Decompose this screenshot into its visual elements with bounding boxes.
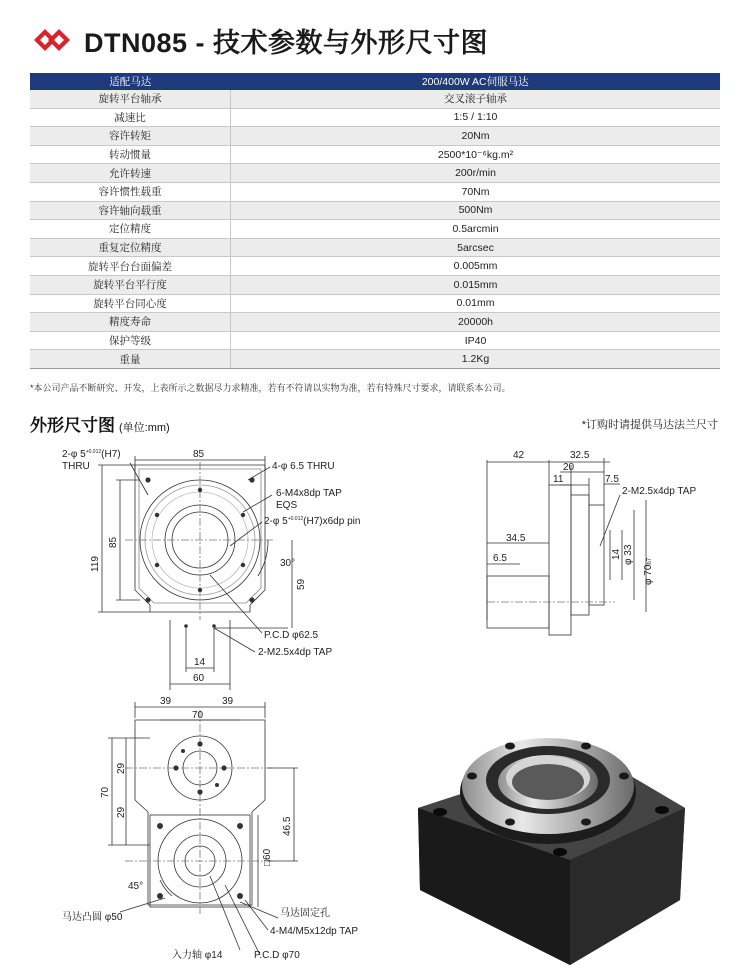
bottom-pcd-label: P.C.D φ70 [254,950,300,961]
spec-value: 70Nm [231,182,721,201]
spec-key: 转动惯量 [30,145,231,164]
bottom-angle-45: 45° [128,881,144,892]
front-pcd-label: P.C.D φ62.5 [264,630,319,641]
front-height-119: 119 [90,556,101,572]
spec-value: 1:5 / 1:10 [231,108,721,127]
side-dim-6-5: 6.5 [493,553,507,564]
product-photo [400,730,700,968]
spec-key: 精度寿命 [30,313,231,332]
section-title-text: 外形尺寸图 [30,416,115,435]
spec-key: 容许轴向载重 [30,201,231,220]
spec-key: 容许转矩 [30,127,231,146]
spec-key: 容许惯性载重 [30,182,231,201]
motor-tap-label: 4-M4/M5x12dp TAP [270,926,359,937]
unit-label: (单位:mm) [119,422,170,434]
spec-key: 允许转速 [30,164,231,183]
bottom-dim-39-right: 39 [222,696,234,707]
spec-value: 500Nm [231,201,721,220]
spec-value: 2500*10⁻⁶kg.m² [231,145,721,164]
side-dim-34-5: 34.5 [506,533,526,544]
front-height-59: 59 [296,578,307,590]
disclaimer-note: *本公司产品不断研究、开发，上表所示之数据尽力求精准，若有不符请以实物为准，若有特殊尺寸要求，请联系本公司。 [30,383,511,393]
side-dim-42: 42 [513,450,525,461]
bottom-dim-39-left: 39 [160,696,172,707]
bottom-vdim-70: 70 [100,786,111,798]
side-dim-7-5: 7.5 [605,474,619,485]
bottom-vdim-46-5: 46.5 [282,816,293,836]
side-dim-20: 20 [563,462,575,473]
motor-fix-label: 马达固定孔 [280,908,330,919]
front-thru-label: THRU [62,461,90,472]
spec-value: 0.5arcmin [231,220,721,239]
front-pin-a-label: 2-φ $5^{+0.012}(H7)$ [62,449,121,460]
front-tap6-label: 6-M4x8dp TAP [276,488,342,499]
order-note: *订购时请提供马达法兰尺寸 [581,419,718,431]
spec-key: 减速比 [30,108,231,127]
spec-key: 旋转平台平行度 [30,275,231,294]
bottom-square-60: □60 [262,848,273,866]
spec-key: 重量 [30,350,231,369]
spec-value: 交叉滚子轴承 [231,90,721,108]
front-height-85: 85 [108,536,119,548]
side-phi-70: φ 70h7 [643,557,654,585]
side-tap-label: 2-M2.5x4dp TAP [622,486,697,497]
front-eqs-label: EQS [276,500,298,511]
front-tap2-label: 2-M2.5x4dp TAP [258,647,333,658]
bottom-dim-70: 70 [192,710,204,721]
spec-key: 保护等级 [30,331,231,350]
spec-key: 重复定位精度 [30,238,231,257]
side-dim-11: 11 [553,474,564,485]
bottom-vdim-29-top: 29 [116,762,127,774]
spec-key: 旋转平台同心度 [30,294,231,313]
front-pin-b-label: 2-φ $5^{+0.012}(H7)x6dp$ pin [264,516,361,527]
side-dim-32-5: 32.5 [570,450,590,461]
spec-value: 20Nm [231,127,721,146]
front-angle-30: 30° [280,558,296,569]
input-shaft-label: 入力轴 φ14 [172,950,223,961]
spec-value: 0.005mm [231,257,721,276]
front-width-14: 14 [194,657,206,668]
spec-value: 1.2Kg [231,350,721,369]
spec-value: IP40 [231,331,721,350]
table-header-key: 适配马达 [30,73,231,90]
table-header-value: 200/400W AC伺服马达 [231,73,721,90]
side-dim-14: 14 [611,548,622,560]
front-width-60: 60 [193,673,205,684]
spec-key: 定位精度 [30,220,231,239]
spec-key: 旋转平台轴承 [30,90,231,108]
motor-boss-label: 马达凸圆 φ50 [62,912,123,923]
front-width-85: 85 [193,449,205,460]
spec-value: 20000h [231,313,721,332]
front-thru-holes-label: 4-φ 6.5 THRU [272,461,335,472]
spec-value: 5arcsec [231,238,721,257]
side-phi-33: φ 33 [623,544,634,565]
page-title: DTN085 - 技术参数与外形尺寸图 [84,27,489,58]
spec-value: 200r/min [231,164,721,183]
spec-value: 0.015mm [231,275,721,294]
spec-value: 0.01mm [231,294,721,313]
bottom-vdim-29-bottom: 29 [116,806,127,818]
spec-key: 旋转平台台面偏差 [30,257,231,276]
